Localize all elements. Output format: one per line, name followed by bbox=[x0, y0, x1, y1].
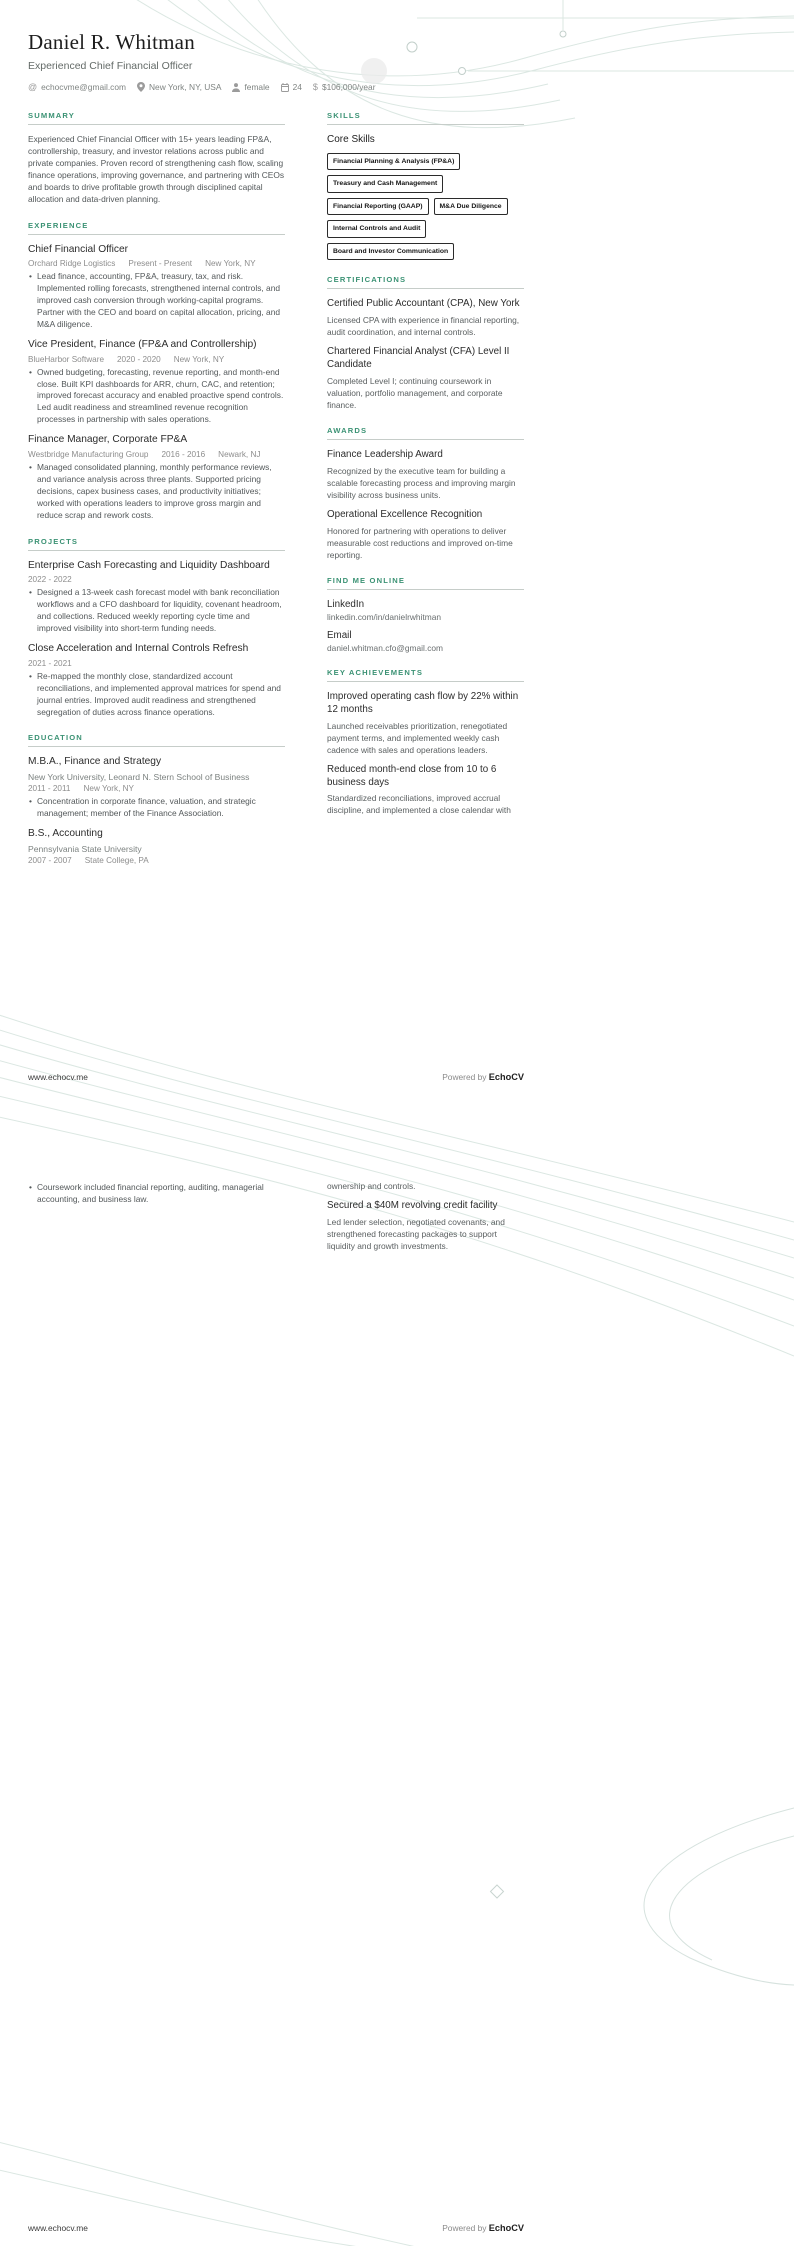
achievement-title: Improved operating cash flow by 22% within 12 months bbox=[327, 691, 519, 715]
job-location: New York, NY bbox=[205, 259, 256, 269]
contact-gender-item bbox=[232, 82, 269, 92]
education-item bbox=[28, 828, 285, 865]
email-icon: @ bbox=[28, 81, 38, 92]
skill-chip: Treasury and Cash Management bbox=[327, 175, 443, 192]
section-summary bbox=[28, 111, 285, 206]
key-achievements-heading: KEY ACHIEVEMENTS bbox=[327, 668, 524, 682]
award-title: Operational Excellence Recognition bbox=[327, 509, 483, 521]
contact-gender: female bbox=[244, 82, 270, 92]
certification-item bbox=[327, 346, 524, 411]
email-link[interactable]: daniel.whitman.cfo@gmail.com bbox=[327, 643, 444, 654]
right-column bbox=[327, 111, 524, 880]
candidate-headline: Experienced Chief Financial Officer bbox=[28, 60, 193, 72]
job-location: New York, NY bbox=[173, 354, 225, 364]
education-dates: 2011 - 2011 bbox=[28, 784, 71, 794]
section-projects bbox=[28, 537, 285, 719]
powered-prefix: Powered by bbox=[442, 2223, 487, 2233]
job-company: Westbridge Manufacturing Group bbox=[28, 450, 149, 459]
job-title: Finance Manager, Corporate FP&A bbox=[28, 434, 188, 446]
resume-header bbox=[28, 30, 524, 92]
job-dates: Present - Present bbox=[128, 259, 193, 269]
achievement-desc: Launched receivables prioritization, renegotiated payment terms, and implemented weekly cash cadence with sales and operations leaders. bbox=[327, 720, 508, 755]
education-dates: 2007 - 2007 bbox=[28, 855, 72, 865]
job-location: Newark, NJ bbox=[218, 450, 261, 459]
skill-chip: Financial Reporting (GAAP) bbox=[327, 198, 429, 215]
candidate-name: Daniel R. Whitman bbox=[28, 30, 195, 54]
contact-age: 24 bbox=[292, 82, 302, 92]
education-heading: EDUCATION bbox=[28, 733, 285, 747]
echocv-brand[interactable]: EchoCV bbox=[488, 1072, 524, 1082]
section-skills bbox=[327, 111, 524, 260]
education-item bbox=[28, 756, 285, 820]
certification-desc: Licensed CPA with experience in financial reporting, audit coordination, and internal controls. bbox=[327, 315, 520, 338]
certifications-heading: CERTIFICATIONS bbox=[327, 275, 524, 289]
job-title: Vice President, Finance (FP&A and Controllership) bbox=[28, 338, 257, 350]
online-profile-item bbox=[327, 630, 524, 653]
achievement-item bbox=[327, 764, 524, 817]
contact-salary-item bbox=[313, 82, 376, 92]
job-company: BlueHarbor Software bbox=[28, 354, 104, 364]
powered-prefix: Powered by bbox=[442, 1072, 487, 1082]
skill-chip: Board and Investor Communication bbox=[327, 243, 454, 260]
school-name: Pennsylvania State University bbox=[28, 843, 142, 854]
award-title: Finance Leadership Award bbox=[327, 449, 443, 461]
education-location: New York, NY bbox=[83, 784, 135, 794]
footer-site-link[interactable]: www.echocv.me bbox=[28, 2223, 88, 2233]
job-dates: 2016 - 2016 bbox=[161, 450, 206, 459]
location-pin-icon bbox=[137, 82, 145, 92]
skills-group-label: Core Skills bbox=[327, 134, 375, 145]
experience-item bbox=[28, 244, 285, 331]
experience-heading: EXPERIENCE bbox=[28, 221, 285, 235]
summary-text: Experienced Chief Financial Officer with 15+ years leading FP&A, controllership, treasury, and investor relations across public and private companies. Proven record of strengthening cash flow, scaling finance operations, improving governance, and partnering with CEOs and boards to drive profitable growth through disciplined capital allocation and data-driven planning. bbox=[28, 134, 285, 204]
experience-item bbox=[28, 339, 285, 426]
project-bullet: • Designed a 13-week cash forecast model with bank reconciliation workflows and a CFO dashboard for liquidity, covenant headroom, and collections. Reduced weekly reporting cycle time and improved visibility into short-term funding needs. bbox=[28, 587, 285, 635]
certification-desc: Completed Level I; continuing coursework in valuation, portfolio management, and corporate finance. bbox=[327, 375, 503, 410]
job-bullet: • Lead finance, accounting, FP&A, treasury, tax, and risk. Implemented rolling forecasts, strengthened internal controls, and improved cash conversion through working-capital programs. Partner with the CEO and board on capital allocation, pricing, and M&A diligence. bbox=[28, 271, 285, 331]
certification-title: Chartered Financial Analyst (CFA) Level II Candidate bbox=[327, 346, 510, 370]
project-item bbox=[28, 560, 285, 635]
job-dates: 2020 - 2020 bbox=[117, 354, 161, 364]
achievement-desc: Standardized reconciliations, improved accrual discipline, and implemented a close calendar with bbox=[327, 793, 511, 816]
skill-chip: Internal Controls and Audit bbox=[327, 220, 426, 237]
certification-title: Certified Public Accountant (CPA), New York bbox=[327, 298, 520, 310]
section-find-me-online bbox=[327, 576, 524, 653]
section-certifications bbox=[327, 275, 524, 411]
awards-heading: AWARDS bbox=[327, 426, 524, 440]
school-name: New York University, Leonard N. Stern School of Business bbox=[28, 772, 250, 783]
contact-row bbox=[28, 82, 524, 92]
project-dates-row bbox=[28, 659, 285, 668]
project-dates-row bbox=[28, 575, 285, 584]
project-bullet: • Re-mapped the monthly close, standardized account reconciliations, and implemented approval matrices for spend and journal entries. Improved audit readiness and strengthened segregation of duties across finance operations. bbox=[28, 671, 285, 719]
contact-age-item bbox=[281, 82, 302, 92]
resume-page-2 bbox=[0, 1123, 794, 2246]
education-bullet-continued: • Coursework included financial reporting, auditing, managerial accounting, and business law. bbox=[28, 1182, 285, 1206]
left-column-continued bbox=[28, 1180, 285, 1252]
footer-powered-by[interactable] bbox=[442, 2223, 524, 2233]
skill-chip: Financial Planning & Analysis (FP&A) bbox=[327, 153, 460, 170]
job-bullet: • Managed consolidated planning, monthly performance reviews, and variance analysis across three plants. Supported pricing decisions, capex business cases, and productivity initiatives; worked with operations leaders to improve gross margin and reduce scrap and rework costs. bbox=[28, 462, 285, 522]
education-meta bbox=[28, 856, 285, 865]
job-meta bbox=[28, 259, 285, 268]
online-profile-label: LinkedIn bbox=[327, 599, 365, 611]
online-profile-item bbox=[327, 599, 524, 622]
contact-location: New York, NY, USA bbox=[148, 82, 222, 92]
linkedin-link[interactable]: linkedin.com/in/danielrwhitman bbox=[327, 612, 442, 623]
achievement-title: Secured a $40M revolving credit facility bbox=[327, 1200, 498, 1212]
left-column bbox=[28, 111, 285, 880]
right-column-continued bbox=[327, 1180, 524, 1252]
footer-site-link[interactable]: www.echocv.me bbox=[28, 1072, 88, 1082]
job-meta bbox=[28, 450, 285, 459]
footer-powered-by[interactable] bbox=[442, 1072, 524, 1082]
award-desc: Honored for partnering with operations to deliver measurable cost reductions and improved on-time reporting. bbox=[327, 525, 513, 560]
contact-salary: $106,000/year bbox=[321, 82, 376, 92]
project-dates: 2021 - 2021 bbox=[28, 658, 72, 668]
find-me-online-heading: FIND ME ONLINE bbox=[327, 576, 524, 590]
certification-item bbox=[327, 298, 524, 338]
job-title: Chief Financial Officer bbox=[28, 243, 129, 255]
achievement-item bbox=[327, 691, 524, 756]
section-education bbox=[28, 733, 285, 864]
award-desc: Recognized by the executive team for building a scalable forecasting process and improving margin visibility across business units. bbox=[327, 465, 516, 500]
section-awards bbox=[327, 426, 524, 561]
section-key-achievements bbox=[327, 668, 524, 816]
job-meta bbox=[28, 355, 285, 364]
job-company: Orchard Ridge Logistics bbox=[28, 259, 116, 269]
award-item bbox=[327, 509, 524, 561]
education-bullet: • Concentration in corporate finance, valuation, and strategic management; member of the Finance Association. bbox=[28, 796, 285, 820]
contact-location-item bbox=[137, 82, 221, 92]
page-footer bbox=[28, 2223, 524, 2233]
section-experience bbox=[28, 221, 285, 522]
achievement-desc: Led lender selection, negotiated covenants, and strengthened forecasting packages to support liquidity and growth investments. bbox=[327, 1216, 505, 1252]
project-title: Close Acceleration and Internal Controls Refresh bbox=[28, 643, 249, 655]
skill-chip: M&A Due Diligence bbox=[434, 198, 508, 215]
online-profile-label: Email bbox=[327, 630, 352, 642]
calendar-icon bbox=[281, 83, 289, 92]
contact-email[interactable]: echocvme@gmail.com bbox=[41, 82, 126, 92]
person-icon bbox=[232, 83, 240, 92]
project-dates: 2022 - 2022 bbox=[28, 575, 72, 585]
contact-email-item bbox=[28, 82, 126, 92]
job-bullet: • Owned budgeting, forecasting, revenue reporting, and month-end close. Built KPI dashboards for ARR, churn, CAC, and retention; improved forecast accuracy and enabled proactive spend controls. Led audit readiness and streamlined revenue recognition processes in partnership with sales operations. bbox=[28, 367, 285, 427]
project-item bbox=[28, 643, 285, 718]
education-location: State College, PA bbox=[84, 855, 149, 865]
echocv-brand[interactable]: EchoCV bbox=[488, 2223, 524, 2233]
summary-heading: SUMMARY bbox=[28, 111, 285, 125]
project-title: Enterprise Cash Forecasting and Liquidity Dashboard bbox=[28, 559, 270, 571]
education-meta bbox=[28, 784, 285, 793]
projects-heading: PROJECTS bbox=[28, 537, 285, 551]
achievement-title: Reduced month-end close from 10 to 6 business days bbox=[327, 763, 497, 788]
award-item bbox=[327, 449, 524, 501]
achievement-item bbox=[327, 1200, 524, 1252]
skills-heading: SKILLS bbox=[327, 111, 524, 125]
achievement-desc-continued: ownership and controls. bbox=[327, 1181, 416, 1191]
page-footer bbox=[28, 1072, 524, 1082]
degree-title: M.B.A., Finance and Strategy bbox=[28, 756, 162, 768]
experience-item bbox=[28, 434, 285, 521]
salary-icon: $ bbox=[312, 81, 318, 92]
degree-title: B.S., Accounting bbox=[28, 828, 103, 840]
skills-chip-list bbox=[327, 153, 524, 260]
